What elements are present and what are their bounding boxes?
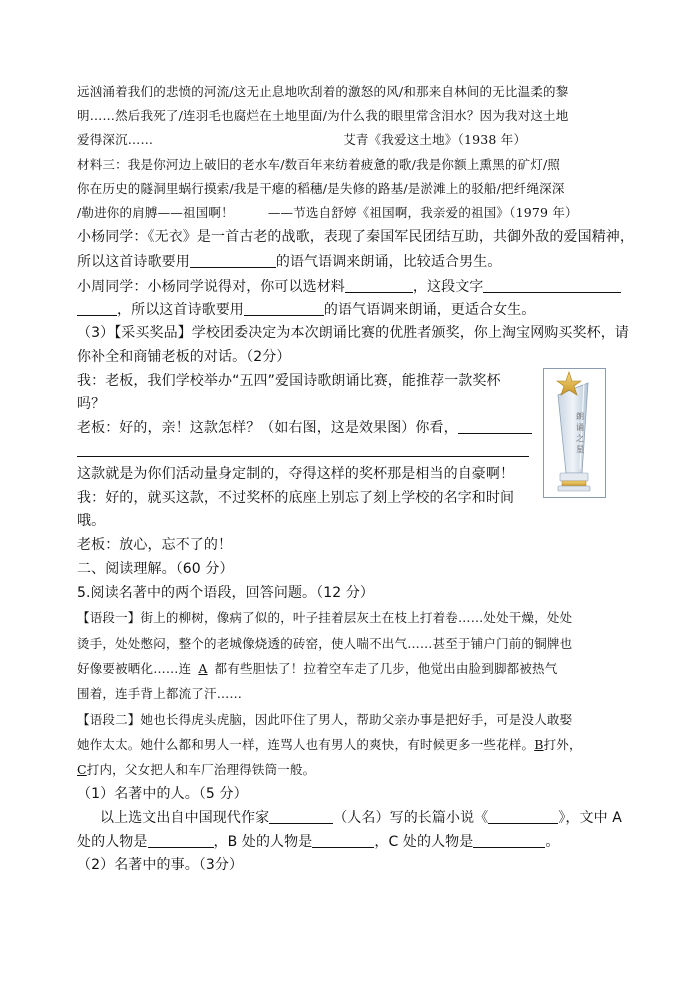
material3-line1: 材料三：我是你河边上破旧的老水车/数百年来纺着疲惫的歌/我是你额上熏黑的矿灯/照 [77, 157, 561, 172]
sub1-line2-end: 。 [545, 834, 560, 850]
q3-line2: 你补全和商铺老板的对话。（2分） [77, 349, 291, 365]
passage2-line2 [77, 739, 582, 752]
passage2-line2-tail: 打外， [543, 737, 582, 752]
dialog-boss1-text: 老板：好的，亲！这款怎样？（如右图，这是效果图）你看， [77, 420, 458, 436]
answer-blank-material[interactable] [345, 279, 413, 293]
sub1-line1-tail: 》，文中 A [558, 810, 622, 826]
answer-blank-author[interactable] [269, 810, 333, 824]
material3-source: ——节选自舒婷《祖国啊，我亲爱的祖国》（1979 年） [267, 205, 578, 220]
answer-blank-text-reason[interactable] [483, 279, 621, 293]
passage2-line3-text: 打内，父女把人和车厂治理得铁筒一般。 [86, 762, 316, 777]
sub1-line1-mid: （人名）写的长篇小说《 [333, 810, 489, 826]
answer-blank-tone-female[interactable] [244, 302, 324, 316]
dialog-boss2: 老板：放心，忘不了的！ [77, 537, 233, 553]
xiaozhou-line2 [77, 302, 535, 317]
sub1-title: （1）名著中的人。（5 分） [77, 786, 248, 802]
sub2-title: （2）名著中的事。（3分） [77, 857, 244, 873]
xiaoyang-line1: 小杨同学：《无衣》是一首古老的战歌，表现了秦国军民团结互助，共御外敌的爱国精神， [77, 229, 634, 245]
xiaozhou-line2-tail: 的语气语调来朗诵，更适合女生。 [323, 302, 536, 318]
q3-line1: （3）【采买奖品】学校团委决定为本次朗诵比赛的优胜者颁奖，你上淘宝网购买奖杯，请 [77, 325, 629, 341]
sub1-line2-c: ，C 处的人物是 [374, 834, 474, 850]
passage2-line2-text: 她作太太。她什么都和男人一样，连骂人也有男人的爽快，有时候更多一些花样。 [77, 737, 535, 752]
answer-blank-recommend[interactable] [458, 420, 532, 434]
poem1-line3-text: 爱得深沉…… [77, 132, 154, 147]
marker-a: A [198, 661, 208, 676]
sub1-line1 [100, 810, 622, 825]
q5-title: 5.阅读名著中的两个语段，回答问题。（12 分） [77, 585, 375, 601]
marker-b: B [534, 737, 544, 752]
passage1-line2: 烫手，处处憋闷，整个的老城像烧透的砖窑，使人喘不出气……甚至于铺户门前的铜牌也 [77, 636, 573, 651]
passage2-line3 [77, 764, 315, 777]
dialog-me2-line2: 哦。 [77, 513, 106, 529]
sub1-line2-text: 处的人物是 [77, 834, 148, 850]
xiaozhou-line2-text: ，所以这首诗歌要用 [117, 302, 244, 318]
sub1-line2-b: ，B 处的人物是 [213, 834, 313, 850]
dialog-me2-line1: 我：好的，就买这款，不过奖杯的底座上别忘了刻上学校的名字和时间 [77, 490, 515, 506]
section2-title: 二、阅读理解。（60 分） [77, 561, 234, 577]
answer-blank-recommend-line2[interactable] [77, 443, 529, 457]
poem1-source: 艾青《我爱这土地》（1938 年） [343, 132, 527, 147]
passage1-line3-tail: 都有些胆怯了！拉着空车走了几步，他觉出由脸到脚都被热气 [214, 661, 558, 676]
material3-line2: 你在历史的隧洞里蜗行摸索/我是干瘪的稻穗/是失修的路基/是淤滩上的驳船/把纤绳深深 [77, 181, 565, 196]
passage1-line4: 围着，连手背上都流了汗…… [77, 686, 243, 701]
xiaoyang-line2-text: 所以这首诗歌要用 [77, 254, 190, 270]
dialog-boss1-line3: 这款就是为你们活动量身定制的，夺得这样的奖杯那是相当的自豪啊！ [77, 466, 515, 482]
answer-blank-text-reason-cont[interactable] [77, 302, 117, 316]
answer-blank-tone-male[interactable] [190, 254, 276, 268]
poem1-line3 [77, 134, 526, 147]
sub1-line1-text: 以上选文出自中国现代作家 [100, 810, 270, 826]
dialog-me1-line1: 我：老板，我们学校举办“五四”爱国诗歌朗诵比赛，能推荐一款奖杯 [77, 373, 501, 389]
dialog-boss1 [77, 420, 532, 435]
dialog-me1-line2: 吗？ [77, 396, 106, 412]
passage1-line1: 【语段一】街上的柳树，像病了似的，叶子挂着层灰土在枝上打着卷……处处干燥，处处 [77, 610, 573, 625]
answer-blank-character-b[interactable] [312, 834, 374, 848]
xiaozhou-line1 [77, 279, 621, 294]
sub1-line2 [77, 834, 560, 849]
answer-blank-novel[interactable] [488, 810, 558, 824]
trophy-image [543, 368, 606, 498]
answer-blank-character-c[interactable] [473, 834, 545, 848]
xiaozhou-line1-mid: ，这段文字 [412, 279, 484, 295]
answer-blank-character-a[interactable] [148, 834, 214, 848]
material3-line3-text: /勒进你的肩膊——祖国啊！ [77, 205, 234, 220]
marker-c: C [77, 762, 87, 777]
dialog-boss1-line2 [77, 443, 529, 458]
poem1-line2: 明……然后我死了/连羽毛也腐烂在土地里面/为什么我的眼里常含泪水？因为我对这土地 [77, 108, 569, 123]
material3-line3 [77, 207, 578, 220]
xiaoyang-line2 [77, 254, 501, 269]
trophy-inscription: 朗诵之星 [576, 412, 584, 454]
xiaozhou-line1-text: 小周同学：小杨同学说得对，你可以选材料 [77, 279, 345, 295]
passage1-line3-text: 好像要被晒化……连 [77, 661, 192, 676]
poem1-line1: 远汹涌着我们的悲愤的河流/这无止息地吹刮着的激怒的风/和那来自林间的无比温柔的黎 [77, 84, 569, 99]
xiaoyang-line2-tail: 的语气语调来朗诵，比较适合男生。 [275, 254, 502, 270]
passage1-line3 [77, 663, 557, 676]
trophy-graphic [544, 369, 605, 497]
passage2-line1: 【语段二】她也长得虎头虎脑，因此吓住了男人，帮助父亲办事是把好手，可是没人敢娶 [77, 712, 573, 727]
